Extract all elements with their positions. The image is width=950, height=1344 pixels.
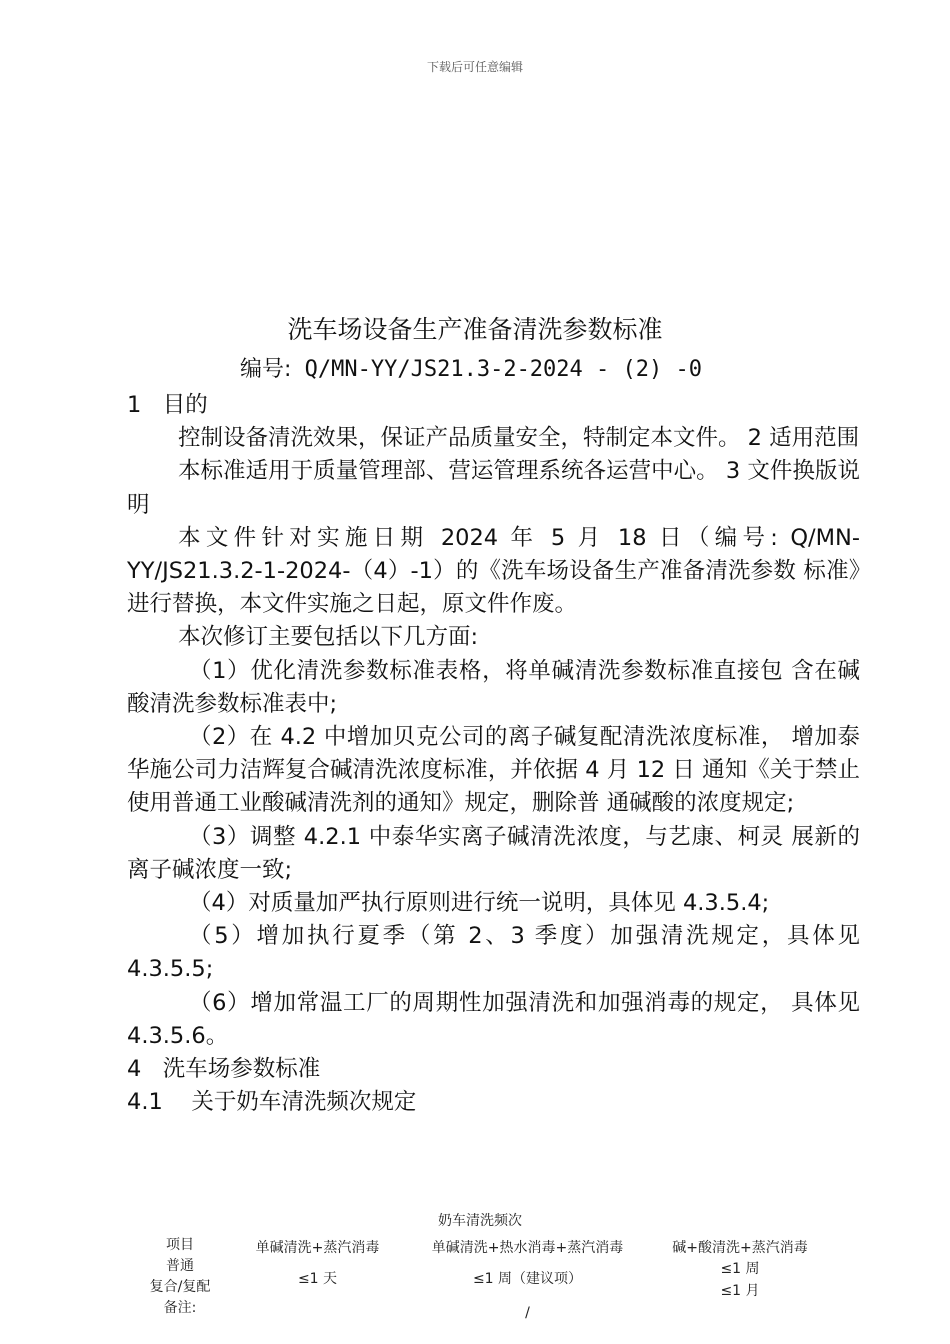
table-row-label: 备注: xyxy=(163,1300,197,1316)
document-body xyxy=(127,389,860,1119)
table-row-label: 复合/复配 xyxy=(149,1279,211,1295)
revision-item: （2）在 4.2 中增加贝克公司的离子碱复配清洗浓度标准， 增加泰华施公司力洁辉复合碱清洗浓度标准，并依据 4 月 12 日 通知《关于禁止使用普通工业酸碱清洗剂的通知》规定，删除普 通碱酸的浓度规定; xyxy=(127,724,860,817)
table-row-label: 普通 xyxy=(166,1258,194,1274)
download-note: 下载后可任意编辑 xyxy=(426,60,523,74)
paragraph-revision-intro: 本次修订主要包括以下几方面: xyxy=(178,624,479,651)
table-cell: / xyxy=(525,1305,530,1321)
table-header-col3: 碱+酸清洗+蒸汽消毒 xyxy=(672,1240,808,1256)
subsection-heading-frequency: 4.1 关于奶车清洗频次规定 xyxy=(127,1089,417,1116)
section-heading-parameters: 4 洗车场参数标准 xyxy=(127,1056,321,1083)
revision-item: （5）增加执行夏季（第 2、3 季度）加强清洗规定，具体见 4.3.5.5; xyxy=(127,923,860,983)
table-caption: 奶车清洗频次 xyxy=(438,1213,522,1229)
paragraph-scope: 本标准适用于质量管理部、营运管理系统各运营中心。 3 文件换版说明 xyxy=(127,458,860,518)
paragraph-purpose: 控制设备清洗效果，保证产品质量安全，特制定本文件。 2 适用范围 xyxy=(178,425,860,452)
section-heading-purpose: 1 目的 xyxy=(127,392,208,418)
table-cell: ≤1 月 xyxy=(720,1283,760,1299)
document-number xyxy=(0,355,942,385)
document-number-separator: - xyxy=(596,357,610,382)
revision-item: （3）调整 4.2.1 中泰华实离子碱清洗浓度，与艺康、柯灵 展新的离子碱浓度一致; xyxy=(127,823,860,883)
table-header-col2: 单碱清洗+热水消毒+蒸汽消毒 xyxy=(431,1240,624,1256)
table-cell: ≤1 周 xyxy=(720,1261,760,1277)
revision-item: （4）对质量加严执行原则进行统一说明，具体见 4.3.5.4; xyxy=(189,890,770,917)
revision-item: （6）增加常温工厂的周期性加强清洗和加强消毒的规定， 具体见 4.3.5.6。 xyxy=(127,989,860,1049)
table-header-col1: 单碱清洗+蒸汽消毒 xyxy=(255,1240,380,1256)
document-number-label: 编号: xyxy=(239,357,292,382)
document-title: 洗车场设备生产准备清洗参数标准 xyxy=(287,315,663,344)
table-cell: ≤1 天 xyxy=(297,1271,338,1287)
document-number-code: Q/MN-YY/JS21.3-2-2024 xyxy=(304,357,583,382)
table-cell: ≤1 周（建议项） xyxy=(472,1271,583,1287)
paragraph-version-change: 本文件针对实施日期 2024 年 5 月 18 日（编号: Q/MN- YY/JS21.3.2-1-2024-（4）-1）的《洗车场设备生产准备清洗参数 标准》进行替换，本文件实施之日起，原文件作废。 xyxy=(127,524,860,618)
revision-item: （1）优化清洗参数标准表格，将单碱清洗参数标准直接包 含在碱酸清洗参数标准表中; xyxy=(127,657,860,717)
document-number-suffix: (2) -0 xyxy=(622,357,703,382)
table-header-item: 项目 xyxy=(166,1237,194,1253)
